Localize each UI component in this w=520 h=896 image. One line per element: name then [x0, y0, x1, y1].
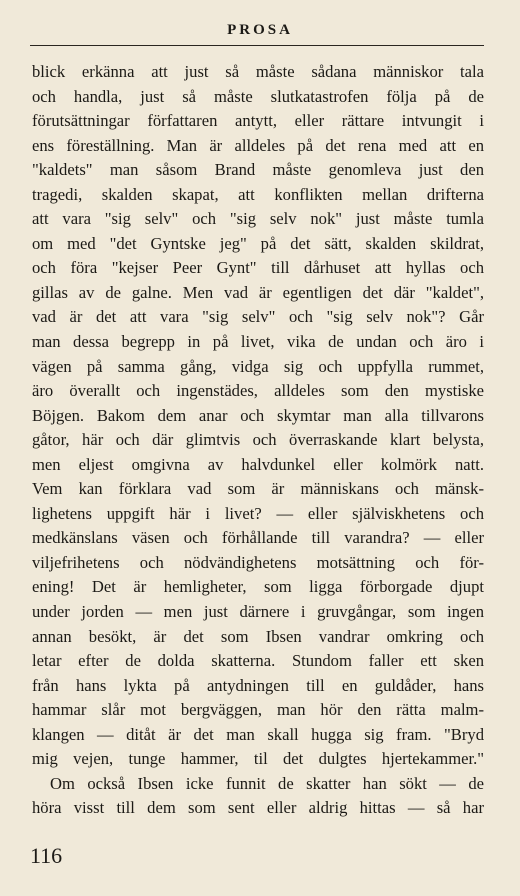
text-line: man dessa begrepp in på livet, vika de undan och äro i [32, 332, 484, 352]
text-line: letar efter de dolda skatterna. Stundom faller ett sken [32, 651, 484, 671]
text-line: men eljest omgivna av halvdunkel eller kolmörk natt. [32, 454, 484, 474]
text-line: under jorden — men just därnere i gruvgångar, som ingen [32, 602, 484, 622]
text-line: förutsättningar författaren antytt, eller rättare intvungit i [32, 111, 484, 131]
text-line: äro överallt och ingenstädes, alldeles som den mystiske [32, 381, 484, 401]
text-line: Om också Ibsen icke funnit de skatter han sökt — de [50, 773, 484, 793]
text-line: höra visst till dem som sent eller aldrig hittas — så har [32, 798, 484, 818]
page-number: 116 [30, 843, 63, 868]
text-line: lighetens uppgift här i livet? — eller själviskhetens och [32, 503, 484, 523]
text-line: och föra "kejser Peer Gynt" till dårhuset att hyllas och [32, 258, 484, 278]
text-line: blick erkänna att just så måste sådana människor tala [32, 62, 484, 81]
text-line: ening! Det är hemligheter, som ligga förborgade djupt [32, 577, 484, 597]
text-line: gillas av de galne. Men vad är egentligen det där "kaldet", [32, 282, 484, 302]
text-line: "kaldets" man såsom Brand måste genomleva just den [32, 160, 484, 180]
text-line: Vem kan förklara vad som är människans och mänsk- [32, 479, 484, 499]
text-line: ens föreställning. Man är alldeles på det rena med att en [32, 135, 484, 155]
text-line: gåtor, här och där glimtvis och överraskande klart belysta, [32, 430, 484, 450]
text-line: mig vejen, tunge hammer, til det dulgtes hjertekammer." [32, 749, 484, 769]
header-rule [30, 45, 484, 46]
text-line: om med "det Gyntske jeg" på det sätt, skalden skildrat, [32, 233, 484, 253]
running-head: PROSA [227, 22, 293, 38]
text-line: klangen — ditåt är det man skall hugga sig fram. "Bryd [32, 724, 484, 744]
text-line: viljefrihetens och nödvändighetens motsättning och för- [32, 552, 484, 572]
text-line: vad är det att vara "sig selv" och "sig selv nok"? Går [32, 307, 484, 327]
text-line: från hans lykta på antydningen till en guldåder, hans [32, 675, 484, 695]
text-line: annan besökt, är det som Ibsen vandrar omkring och [32, 626, 484, 646]
text-line: Böjgen. Bakom dem anar och skymtar man alla tillvarons [32, 405, 484, 425]
body-text [32, 60, 484, 821]
text-line: att vara "sig selv" och "sig selv nok" just måste tumla [32, 209, 484, 229]
text-line: medkänslans väsen och förhållande till varandra? — eller [32, 528, 484, 548]
text-line: hammar slår mot bergväggen, man hör den rätta malm- [32, 700, 484, 720]
text-line: och handla, just så måste slutkatastrofen följa på de [32, 86, 484, 106]
text-line: tragedi, skalden skapat, att konflikten mellan drifterna [32, 184, 484, 204]
text-line: vägen på samma gång, vidga sig och uppfylla rummet, [32, 356, 484, 376]
